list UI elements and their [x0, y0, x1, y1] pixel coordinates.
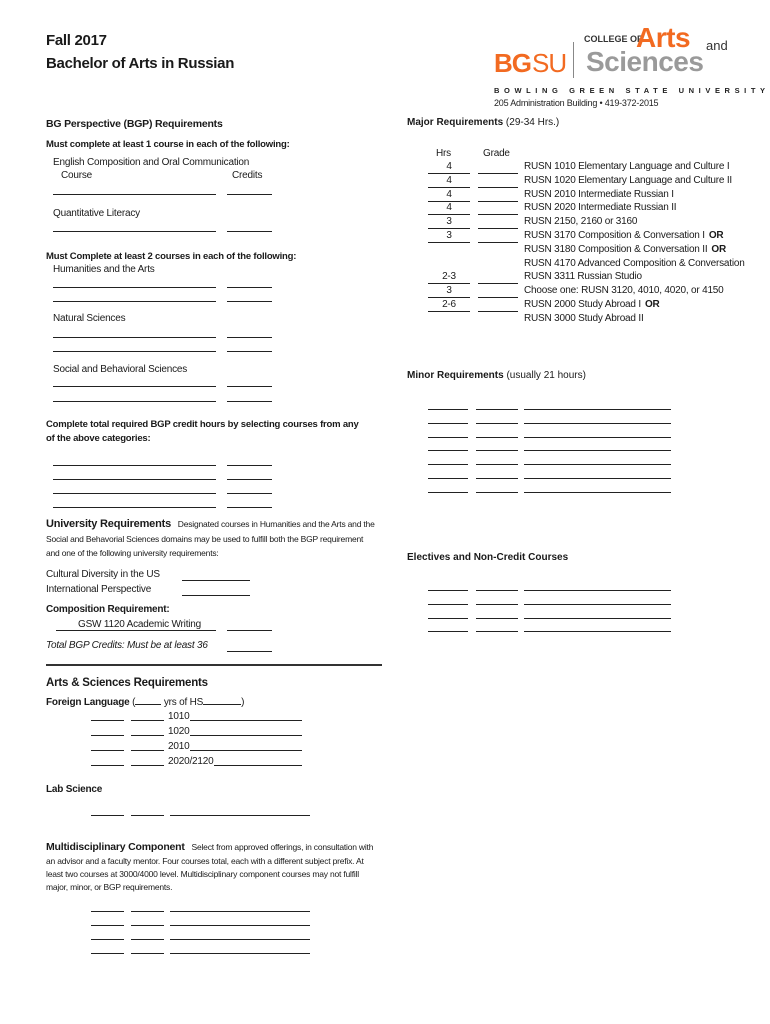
major-row-hrs[interactable]: 4: [428, 189, 470, 202]
major-row-course-label: RUSN 3000 Study Abroad II: [524, 312, 644, 324]
natural-credits-line-1[interactable]: [227, 337, 272, 338]
university-desc-1: Designated courses in Humanities and the Arts and the: [177, 519, 375, 529]
elective-line[interactable]: [524, 631, 671, 632]
fl-2010-label: 2010: [168, 741, 190, 752]
multi-line-3c[interactable]: [170, 939, 310, 940]
minor-line[interactable]: [524, 464, 671, 465]
major-row-course: [524, 244, 726, 256]
fl-2010-line-a[interactable]: [91, 750, 124, 751]
minor-line[interactable]: [428, 450, 468, 451]
multi-line-2a[interactable]: [91, 925, 124, 926]
electives-title: Electives and Non-Credit Courses: [407, 552, 569, 563]
fl-2020-line-b[interactable]: [131, 765, 164, 766]
multi-line-1b[interactable]: [131, 911, 164, 912]
elective-line[interactable]: [476, 590, 518, 591]
major-row-course: [524, 202, 676, 214]
multi-desc-1: Select from approved offerings, in consultation with: [191, 842, 374, 852]
major-row-grade-line[interactable]: [478, 242, 518, 243]
humanities-course-line-1[interactable]: [53, 287, 216, 288]
multi-desc-4: major, minor, or BGP requirements.: [46, 882, 173, 892]
minor-line[interactable]: [428, 478, 468, 479]
total-credits-line-3[interactable]: [227, 493, 272, 494]
major-row-course: [524, 285, 724, 297]
complete-total-line-2: of the above categories:: [46, 433, 151, 444]
fl-2020-line-a[interactable]: [91, 765, 124, 766]
section-divider: [46, 664, 382, 666]
fl-2010-line-b[interactable]: [131, 750, 164, 751]
multi-line-4b[interactable]: [131, 953, 164, 954]
minor-line[interactable]: [428, 492, 468, 493]
bgp-title: BG Perspective (BGP) Requirements: [46, 118, 223, 130]
elective-line[interactable]: [428, 618, 468, 619]
minor-line[interactable]: [476, 464, 518, 465]
major-row-or: OR: [711, 243, 727, 255]
major-row-course-label: RUSN 2150, 2160 or 3160: [524, 216, 638, 228]
minor-line[interactable]: [524, 423, 671, 424]
major-row-hrs[interactable]: 4: [428, 202, 470, 215]
social-credits-line-1[interactable]: [227, 386, 272, 387]
major-row-course: [524, 258, 745, 270]
natural-label: Natural Sciences: [53, 313, 126, 324]
major-row-grade-line[interactable]: [478, 173, 518, 174]
humanities-label: Humanities and the Arts: [53, 264, 155, 275]
minor-line[interactable]: [524, 450, 671, 451]
minor-line[interactable]: [428, 464, 468, 465]
university-header: [46, 518, 375, 531]
logo-su: SU: [532, 48, 567, 78]
credits-label: Credits: [232, 170, 263, 181]
major-hours: (29-34 Hrs.): [505, 117, 560, 128]
major-row-course: [524, 299, 660, 311]
minor-header: [407, 370, 586, 381]
multi-line-2b[interactable]: [131, 925, 164, 926]
logo-bg: BG: [494, 48, 531, 78]
lab-line-a[interactable]: [91, 815, 124, 816]
major-row-grade-line[interactable]: [478, 297, 518, 298]
major-row-course: [524, 313, 644, 325]
total-credits-line-2[interactable]: [227, 479, 272, 480]
international-line[interactable]: [182, 595, 250, 596]
minor-line[interactable]: [524, 437, 671, 438]
english-course-line[interactable]: [53, 194, 216, 195]
fl-1020-line-c[interactable]: [190, 735, 302, 736]
gsw-credits-line[interactable]: [227, 630, 272, 631]
humanities-credits-line-1[interactable]: [227, 287, 272, 288]
major-row-course-label: Choose one: RUSN 3120, 4010, 4020, or 4150: [524, 285, 724, 297]
multi-line-3a[interactable]: [91, 939, 124, 940]
logo-and: and: [706, 38, 728, 53]
cultural-line[interactable]: [182, 580, 250, 581]
term-title: Fall 2017: [46, 32, 107, 49]
major-row-course-label: RUSN 4170 Advanced Composition & Conversation: [524, 257, 745, 269]
elective-line[interactable]: [428, 631, 468, 632]
major-row-course: [524, 230, 723, 242]
fl-2020-label: 2020/2120: [168, 756, 214, 767]
major-row-grade-line[interactable]: [478, 214, 518, 215]
social-course-line-2[interactable]: [53, 401, 216, 402]
total-course-line-4[interactable]: [53, 507, 216, 508]
humanities-credits-line-2[interactable]: [227, 301, 272, 302]
humanities-course-line-2[interactable]: [53, 301, 216, 302]
foreign-yrs-hs: yrs of HS: [163, 697, 204, 708]
complete-total-line-1: Complete total required BGP credit hours by selecting courses from any: [46, 419, 359, 430]
major-row-hrs[interactable]: 3: [428, 285, 470, 298]
university-desc-3: and one of the following university requirements:: [46, 548, 219, 558]
bgp-must-one: Must complete at least 1 course in each of the following:: [46, 139, 290, 150]
elective-line[interactable]: [428, 604, 468, 605]
composition-title: Composition Requirement:: [46, 604, 170, 615]
major-row-course-label: RUSN 2020 Intermediate Russian II: [524, 202, 677, 214]
major-row-course: [524, 161, 729, 173]
multi-header: [46, 841, 373, 854]
total-credits-line-4[interactable]: [227, 507, 272, 508]
fl-1010-line-a[interactable]: [91, 720, 124, 721]
multi-line-2c[interactable]: [170, 925, 310, 926]
major-row-course: [524, 189, 674, 201]
major-row-course-label: RUSN 1010 Elementary Language and Culture I: [524, 161, 730, 172]
quant-label: Quantitative Literacy: [53, 208, 140, 219]
multi-line-1a[interactable]: [91, 911, 124, 912]
major-row-grade-line[interactable]: [478, 201, 518, 202]
major-row-hrs[interactable]: 2-6: [428, 299, 470, 312]
natural-course-line-1[interactable]: [53, 337, 216, 338]
natural-credits-line-2[interactable]: [227, 351, 272, 352]
total-course-line-3[interactable]: [53, 493, 216, 494]
minor-hours: (usually 21 hours): [506, 370, 586, 381]
university-desc-2: Social and Behavorial Sciences domains may be used to fulfill both the BGP requirement: [46, 534, 364, 544]
lab-line-b[interactable]: [131, 815, 164, 816]
major-row-grade-line[interactable]: [478, 311, 518, 312]
multi-line-4a[interactable]: [91, 953, 124, 954]
lab-science-label: Lab Science: [46, 784, 103, 795]
minor-line[interactable]: [476, 478, 518, 479]
major-row-grade-line[interactable]: [478, 228, 518, 229]
minor-line[interactable]: [428, 409, 468, 410]
major-row-course: [524, 216, 637, 228]
logo-address: 205 Administration Building • 419-372-2015: [494, 98, 659, 108]
bgsu-logo: [490, 22, 770, 112]
major-title: Major Requirements: [407, 117, 504, 128]
fl-1020-label: 1020: [168, 726, 190, 737]
major-header: [407, 117, 559, 128]
foreign-paren-close: ): [241, 697, 245, 708]
major-row-or: OR: [644, 299, 660, 310]
total-bgp-label: Total BGP Credits: Must be at least 36: [46, 640, 208, 651]
elective-line[interactable]: [428, 590, 468, 591]
natural-course-line-2[interactable]: [53, 351, 216, 352]
elective-line[interactable]: [476, 618, 518, 619]
multi-line-3b[interactable]: [131, 939, 164, 940]
major-row-hrs[interactable]: 3: [428, 216, 470, 229]
fl-2010-line-c[interactable]: [190, 750, 302, 751]
total-course-line-1[interactable]: [53, 465, 216, 466]
foreign-label: Foreign Language: [46, 697, 130, 708]
social-credits-line-2[interactable]: [227, 401, 272, 402]
hrs-column-header: Hrs: [436, 148, 451, 159]
major-row-course-label: RUSN 1020 Elementary Language and Culture II: [524, 174, 732, 186]
elective-line[interactable]: [524, 604, 671, 605]
program-title: Bachelor of Arts in Russian: [46, 55, 235, 72]
social-label: Social and Behavioral Sciences: [53, 364, 188, 375]
fl-1020-line-b[interactable]: [131, 735, 164, 736]
major-row-course-label: RUSN 2000 Study Abroad I: [524, 299, 641, 310]
quant-course-line[interactable]: [53, 231, 216, 232]
elective-line[interactable]: [476, 631, 518, 632]
major-row-course: [524, 271, 642, 283]
major-row-course-label: RUSN 2010 Intermediate Russian I: [524, 188, 674, 200]
course-label: Course: [61, 170, 93, 181]
minor-line[interactable]: [524, 492, 671, 493]
lab-line-c[interactable]: [170, 815, 310, 816]
major-row-course-label: RUSN 3180 Composition & Conversation II: [524, 243, 708, 255]
minor-line[interactable]: [428, 423, 468, 424]
logo-arts: Arts: [636, 22, 691, 53]
multi-line-1c[interactable]: [170, 911, 310, 912]
major-row-hrs[interactable]: 3: [428, 230, 470, 243]
logo-university: BOWLING GREEN STATE UNIVERSITY: [494, 86, 770, 95]
fl-2020-line-c[interactable]: [214, 765, 302, 766]
gsw-course: GSW 1120 Academic Writing: [56, 619, 216, 631]
minor-line[interactable]: [476, 450, 518, 451]
foreign-row: [46, 697, 244, 708]
fl-1010-line-c[interactable]: [190, 720, 302, 721]
logo-divider: [573, 42, 574, 78]
english-label: English Composition and Oral Communication: [53, 157, 250, 168]
total-bgp-line[interactable]: [227, 651, 272, 652]
minor-line[interactable]: [476, 492, 518, 493]
foreign-yrs-blank[interactable]: [135, 704, 161, 705]
minor-line[interactable]: [428, 437, 468, 438]
minor-line[interactable]: [524, 409, 671, 410]
major-row-course-label: RUSN 3311 Russian Studio: [524, 271, 642, 283]
foreign-hs-blank[interactable]: [203, 704, 241, 705]
cultural-label: Cultural Diversity in the US: [46, 569, 160, 580]
logo-college-of: COLLEGE OF: [584, 34, 643, 44]
social-course-line-1[interactable]: [53, 386, 216, 387]
multi-desc-2: an advisor and a faculty mentor. Four courses total, each with a different subject prefix. At: [46, 856, 364, 866]
major-row-hrs[interactable]: 4: [428, 161, 470, 174]
elective-line[interactable]: [476, 604, 518, 605]
fl-1010-line-b[interactable]: [131, 720, 164, 721]
minor-line[interactable]: [524, 478, 671, 479]
total-credits-line-1[interactable]: [227, 465, 272, 466]
university-title: University Requirements: [46, 518, 171, 530]
major-row-course-label: RUSN 3170 Composition & Conversation I: [524, 230, 705, 241]
minor-line[interactable]: [476, 423, 518, 424]
major-row-hrs[interactable]: 2-3: [428, 271, 470, 284]
english-credits-line[interactable]: [227, 194, 272, 195]
major-row-course: [524, 175, 732, 187]
elective-line[interactable]: [524, 590, 671, 591]
major-row-grade-line[interactable]: [478, 283, 518, 284]
minor-title: Minor Requirements: [407, 370, 504, 381]
international-label: International Perspective: [46, 584, 152, 595]
major-row-or: OR: [708, 230, 724, 241]
total-course-line-2[interactable]: [53, 479, 216, 480]
artsci-title: Arts & Sciences Requirements: [46, 677, 208, 689]
foreign-paren-open: (: [132, 697, 136, 708]
grade-column-header: Grade: [483, 148, 510, 159]
logo-sciences: Sciences: [586, 46, 704, 77]
fl-1020-line-a[interactable]: [91, 735, 124, 736]
minor-line[interactable]: [476, 437, 518, 438]
minor-line[interactable]: [476, 409, 518, 410]
elective-line[interactable]: [524, 618, 671, 619]
multi-title: Multidisciplinary Component: [46, 841, 185, 853]
multi-desc-3: least two courses at 3000/4000 level. Multidisciplinary component courses may not fulfill: [46, 869, 359, 879]
major-row-grade-line[interactable]: [478, 187, 518, 188]
multi-line-4c[interactable]: [170, 953, 310, 954]
major-row-hrs[interactable]: 4: [428, 175, 470, 188]
bgp-must-two: Must Complete at least 2 courses in each of the following:: [46, 251, 297, 262]
fl-1010-label: 1010: [168, 711, 190, 722]
quant-credits-line[interactable]: [227, 231, 272, 232]
